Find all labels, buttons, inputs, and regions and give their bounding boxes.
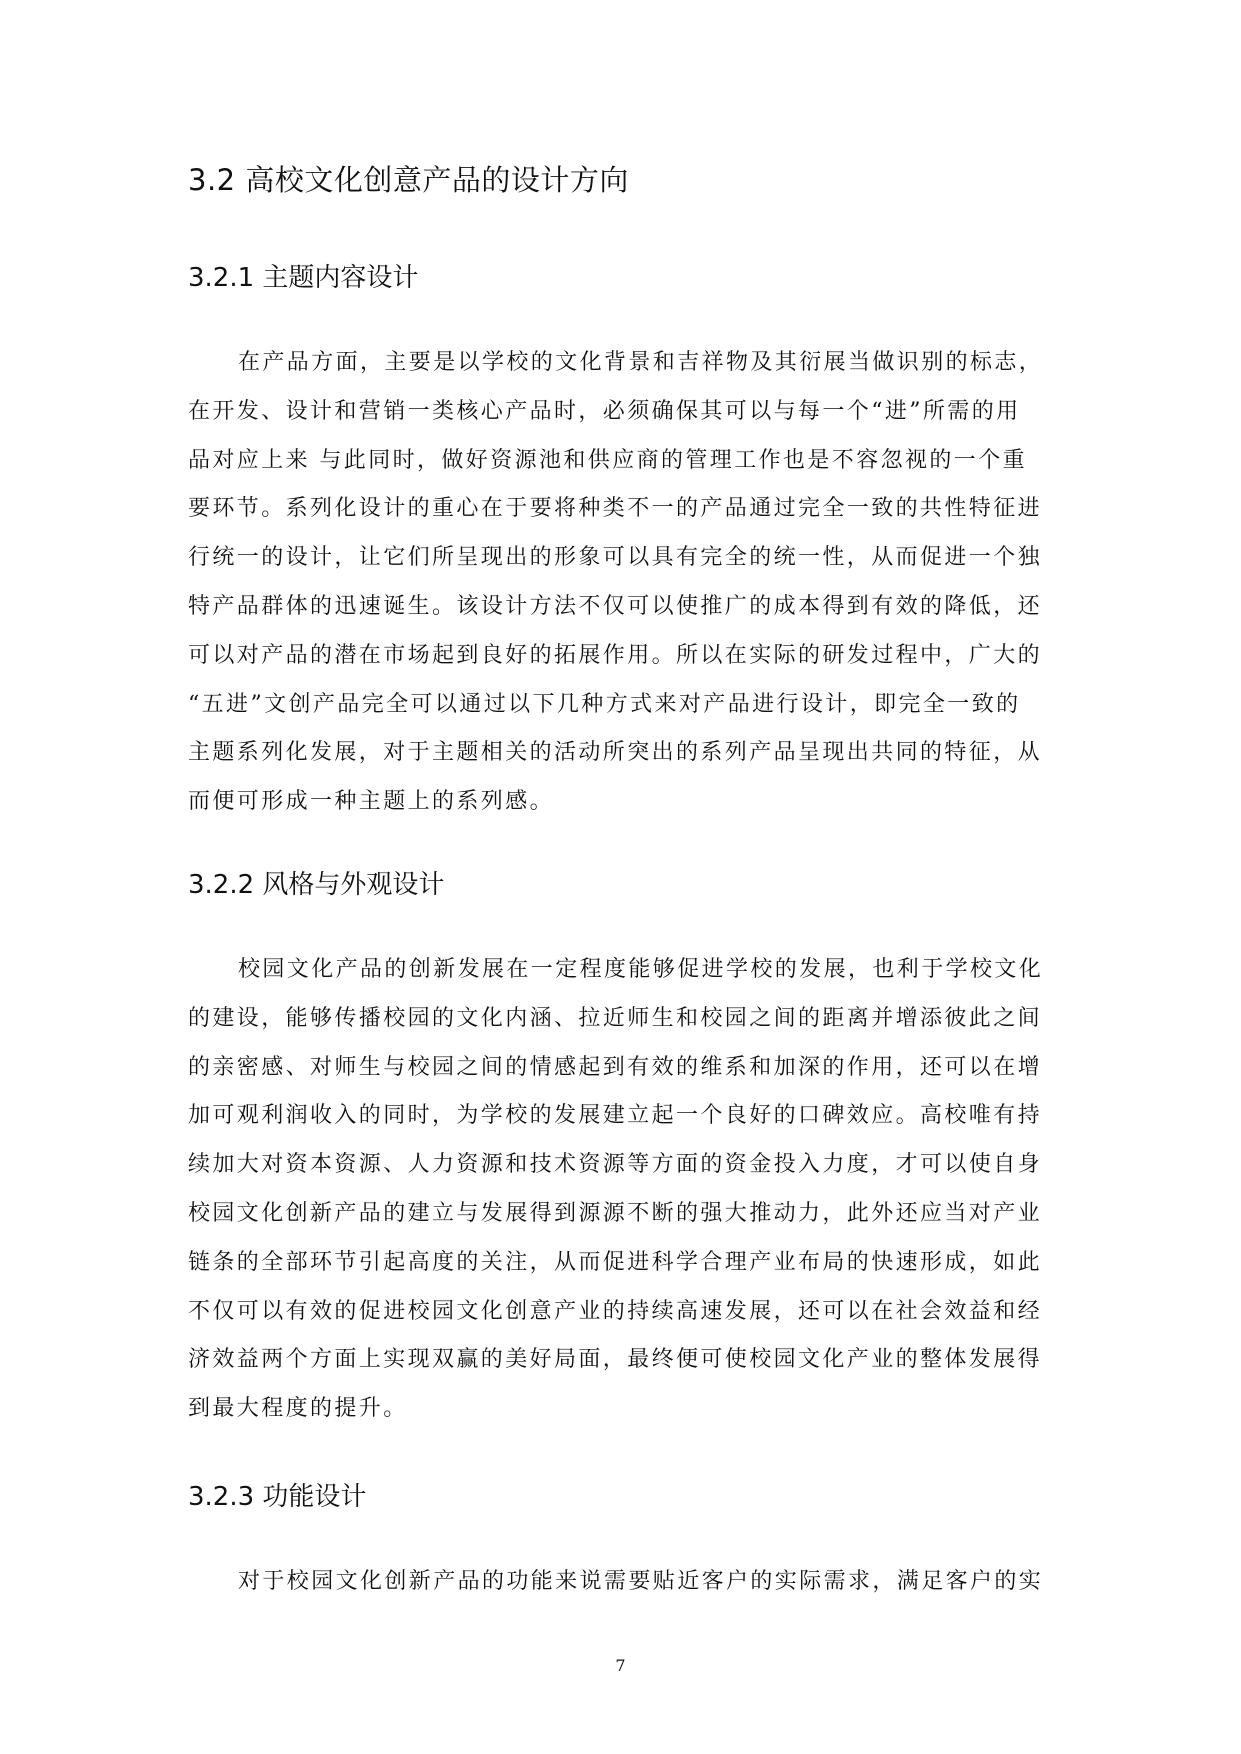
- subsection-heading-3-2-3: 3.2.3 功能设计: [188, 1482, 367, 1512]
- subsection-heading-3-2-1: 3.2.1 主题内容设计: [188, 263, 419, 293]
- paragraph-line: 不仅可以有效的促进校园文化创意产业的持续高速发展，还可以在社会效益和经: [188, 1298, 1043, 1324]
- paragraph-line: 行统一的设计，让它们所呈现出的形象可以具有完全的统一性，从而促进一个独: [188, 545, 1043, 571]
- paragraph-line: 加可观利润收入的同时，为学校的发展建立起一个良好的口碑效应。高校唯有持: [188, 1103, 1043, 1129]
- paragraph-line: 在开发、设计和营销一类核心产品时，必须确保其可以与每一个“进”所需的用: [188, 398, 1021, 424]
- paragraph-line: 在产品方面，主要是以学校的文化背景和吉祥物及其衍展当做识别的标志，: [238, 350, 1044, 375]
- paragraph-line: 对于校园文化创新产品的功能来说需要贴近客户的实际需求，满足客户的实: [238, 1569, 1044, 1594]
- paragraph-line: 要环节。系列化设计的重心在于要将种类不一的产品通过完全一致的共性特征进: [188, 496, 1043, 522]
- paragraph-3-2-1: [188, 339, 1060, 827]
- paragraph-line: 续加大对资本资源、人力资源和技术资源等方面的资金投入力度，才可以使自身: [188, 1152, 1043, 1178]
- paragraph-3-2-3: [188, 1558, 1060, 1607]
- paragraph-line: 主题系列化发展，对于主题相关的活动所突出的系列产品呈现出共同的特征，从: [188, 740, 1043, 766]
- paragraph-line: 到最大程度的提升。: [188, 1396, 408, 1422]
- paragraph-line: 济效益两个方面上实现双赢的美好局面，最终便可使校园文化产业的整体发展得: [188, 1347, 1043, 1373]
- paragraph-line: 品对应上来 与此同时，做好资源池和供应商的管理工作也是不容忽视的一个重: [188, 447, 1027, 473]
- paragraph-line: 的建设，能够传播校园的文化内涵、拉近师生和校园之间的距离并增添彼此之间: [188, 1005, 1043, 1031]
- paragraph-line: 链条的全部环节引起高度的关注，从而促进科学合理产业布局的快速形成，如此: [188, 1249, 1043, 1275]
- page-number: 7: [615, 1656, 626, 1675]
- paragraph-line: 的亲密感、对师生与校园之间的情感起到有效的维系和加深的作用，还可以在增: [188, 1054, 1043, 1080]
- paragraph-3-2-2: [188, 946, 1060, 1434]
- paragraph-line: 而便可形成一种主题上的系列感。: [188, 789, 555, 815]
- paragraph-line: 可以对产品的潜在市场起到良好的拓展作用。所以在实际的研发过程中，广大的: [188, 642, 1043, 668]
- paragraph-line: 特产品群体的迅速诞生。该设计方法不仅可以使推广的成本得到有效的降低，还: [188, 593, 1043, 619]
- paragraph-line: 校园文化产品的创新发展在一定程度能够促进学校的发展，也利于学校文化: [238, 957, 1044, 982]
- paragraph-line: 校园文化创新产品的建立与发展得到源源不断的强大推动力，此外还应当对产业: [188, 1200, 1043, 1226]
- paragraph-line: “五进”文创产品完全可以通过以下几种方式来对产品进行设计，即完全一致的: [188, 691, 1021, 717]
- subsection-heading-3-2-2: 3.2.2 风格与外观设计: [188, 870, 445, 900]
- section-heading: 3.2 高校文化创意产品的设计方向: [188, 163, 629, 197]
